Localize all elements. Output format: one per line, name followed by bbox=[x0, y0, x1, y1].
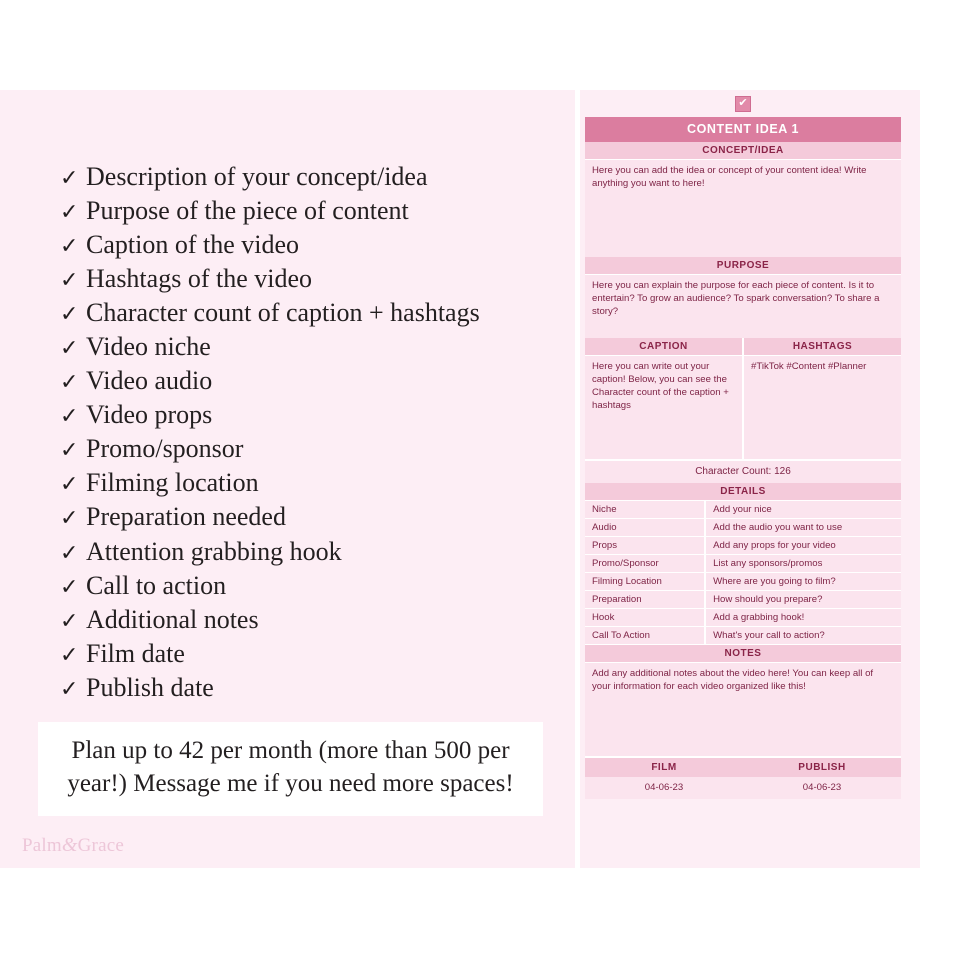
purpose-body[interactable]: Here you can explain the purpose for each piece of content. Is it to entertain? To grow an audience? To spark conversation? To share a story? bbox=[585, 275, 901, 338]
detail-label: Call To Action bbox=[585, 627, 705, 645]
feature-label: Preparation needed bbox=[86, 502, 286, 532]
callout-text: Plan up to 42 per month (more than 500 per year!) Message me if you need more spaces! bbox=[67, 737, 514, 797]
checkbox-icon[interactable]: ✔ bbox=[735, 96, 751, 112]
feature-label: Video niche bbox=[86, 332, 211, 362]
list-item bbox=[60, 432, 560, 466]
check-icon: ✓ bbox=[60, 675, 79, 701]
detail-value[interactable]: Add your nice bbox=[705, 501, 901, 519]
detail-label: Niche bbox=[585, 501, 705, 519]
notes-body[interactable]: Add any additional notes about the video here! You can keep all of your information for each video organized like this! bbox=[585, 663, 901, 756]
table-row bbox=[585, 501, 901, 519]
check-icon: ✓ bbox=[60, 607, 79, 633]
feature-label: Video audio bbox=[86, 366, 213, 396]
table-row bbox=[585, 591, 901, 609]
feature-label: Call to action bbox=[86, 570, 227, 600]
film-publish-values bbox=[585, 777, 901, 799]
brand-name-first: Palm bbox=[22, 835, 62, 856]
caption-body[interactable]: Here you can write out your caption! Below, you can see the Character count of the caption + hashtags bbox=[585, 356, 742, 459]
feature-list bbox=[60, 160, 560, 705]
feature-label: Character count of caption + hashtags bbox=[86, 298, 480, 328]
list-item bbox=[60, 535, 560, 569]
details-table bbox=[585, 501, 901, 645]
list-item bbox=[60, 262, 560, 296]
check-icon: ✓ bbox=[60, 471, 79, 497]
check-icon: ✓ bbox=[60, 335, 79, 361]
list-item bbox=[60, 364, 560, 398]
table-row bbox=[585, 519, 901, 537]
feature-label: Additional notes bbox=[86, 604, 259, 634]
check-icon: ✓ bbox=[60, 165, 79, 190]
list-item bbox=[60, 500, 560, 534]
publish-date[interactable]: 04-06-23 bbox=[743, 777, 901, 799]
list-item bbox=[60, 160, 560, 194]
detail-value[interactable]: List any sponsors/promos bbox=[705, 555, 901, 573]
publish-heading: PUBLISH bbox=[743, 758, 901, 777]
list-item bbox=[60, 637, 560, 671]
brand-name-second: Grace bbox=[77, 835, 124, 856]
detail-label: Promo/Sponsor bbox=[585, 555, 705, 573]
list-item bbox=[60, 603, 560, 637]
feature-label: Publish date bbox=[86, 672, 214, 702]
concept-heading: CONCEPT/IDEA bbox=[585, 142, 901, 160]
details-heading: DETAILS bbox=[585, 483, 901, 501]
detail-label: Props bbox=[585, 537, 705, 555]
check-icon: ✓ bbox=[60, 267, 79, 293]
brand-ampersand: & bbox=[61, 834, 78, 856]
detail-label: Audio bbox=[585, 519, 705, 537]
feature-label: Film date bbox=[86, 638, 185, 668]
detail-value[interactable]: How should you prepare? bbox=[705, 591, 901, 609]
left-feature-panel bbox=[0, 90, 575, 868]
content-planner-template bbox=[585, 96, 901, 799]
caption-heading: CAPTION bbox=[585, 338, 742, 356]
detail-label: Filming Location bbox=[585, 573, 705, 591]
detail-value[interactable]: What's your call to action? bbox=[705, 627, 901, 645]
check-icon: ✓ bbox=[60, 539, 79, 565]
detail-label: Preparation bbox=[585, 591, 705, 609]
check-icon: ✓ bbox=[60, 233, 79, 259]
detail-value[interactable]: Where are you going to film? bbox=[705, 573, 901, 591]
brand-logo bbox=[22, 834, 124, 857]
detail-value[interactable]: Add any props for your video bbox=[705, 537, 901, 555]
detail-label: Hook bbox=[585, 609, 705, 627]
check-icon: ✓ bbox=[60, 199, 79, 225]
feature-label: Caption of the video bbox=[86, 230, 300, 260]
feature-label: Hashtags of the video bbox=[86, 264, 313, 294]
check-icon: ✓ bbox=[60, 369, 79, 395]
feature-label: Promo/sponsor bbox=[86, 434, 244, 464]
notes-heading: NOTES bbox=[585, 645, 901, 663]
table-row bbox=[585, 537, 901, 555]
hashtags-heading: HASHTAGS bbox=[742, 338, 901, 356]
check-icon: ✓ bbox=[60, 403, 79, 429]
table-row bbox=[585, 627, 901, 645]
feature-label: Description of your concept/idea bbox=[86, 162, 428, 191]
character-count: Character Count: 126 bbox=[585, 459, 901, 483]
table-row bbox=[585, 573, 901, 591]
detail-value[interactable]: Add the audio you want to use bbox=[705, 519, 901, 537]
table-row bbox=[585, 555, 901, 573]
check-icon: ✓ bbox=[60, 641, 79, 667]
check-icon: ✓ bbox=[60, 301, 79, 327]
purpose-heading: PURPOSE bbox=[585, 257, 901, 275]
table-row bbox=[585, 609, 901, 627]
planner-title: CONTENT IDEA 1 bbox=[585, 117, 901, 142]
done-checkbox-row bbox=[585, 96, 901, 112]
feature-label: Video props bbox=[86, 400, 213, 430]
feature-label: Attention grabbing hook bbox=[86, 536, 342, 566]
list-item bbox=[60, 330, 560, 364]
list-item bbox=[60, 228, 560, 262]
film-heading: FILM bbox=[585, 758, 743, 777]
list-item bbox=[60, 398, 560, 432]
film-date[interactable]: 04-06-23 bbox=[585, 777, 743, 799]
list-item bbox=[60, 671, 560, 705]
list-item bbox=[60, 296, 560, 330]
list-item bbox=[60, 569, 560, 603]
check-icon: ✓ bbox=[60, 437, 79, 463]
caption-hashtags-bodies bbox=[585, 356, 901, 459]
list-item bbox=[60, 466, 560, 500]
callout-box bbox=[38, 722, 543, 816]
caption-hashtags-headings bbox=[585, 338, 901, 356]
check-icon: ✓ bbox=[60, 573, 79, 599]
feature-label: Filming location bbox=[86, 468, 259, 498]
concept-body[interactable]: Here you can add the idea or concept of your content idea! Write anything you want to here! bbox=[585, 160, 901, 257]
detail-value[interactable]: Add a grabbing hook! bbox=[705, 609, 901, 627]
check-icon: ✓ bbox=[60, 505, 79, 531]
film-publish-headings bbox=[585, 756, 901, 777]
feature-label: Purpose of the piece of content bbox=[86, 196, 409, 226]
list-item bbox=[60, 194, 560, 228]
hashtags-body[interactable]: #TikTok #Content #Planner bbox=[742, 356, 901, 459]
